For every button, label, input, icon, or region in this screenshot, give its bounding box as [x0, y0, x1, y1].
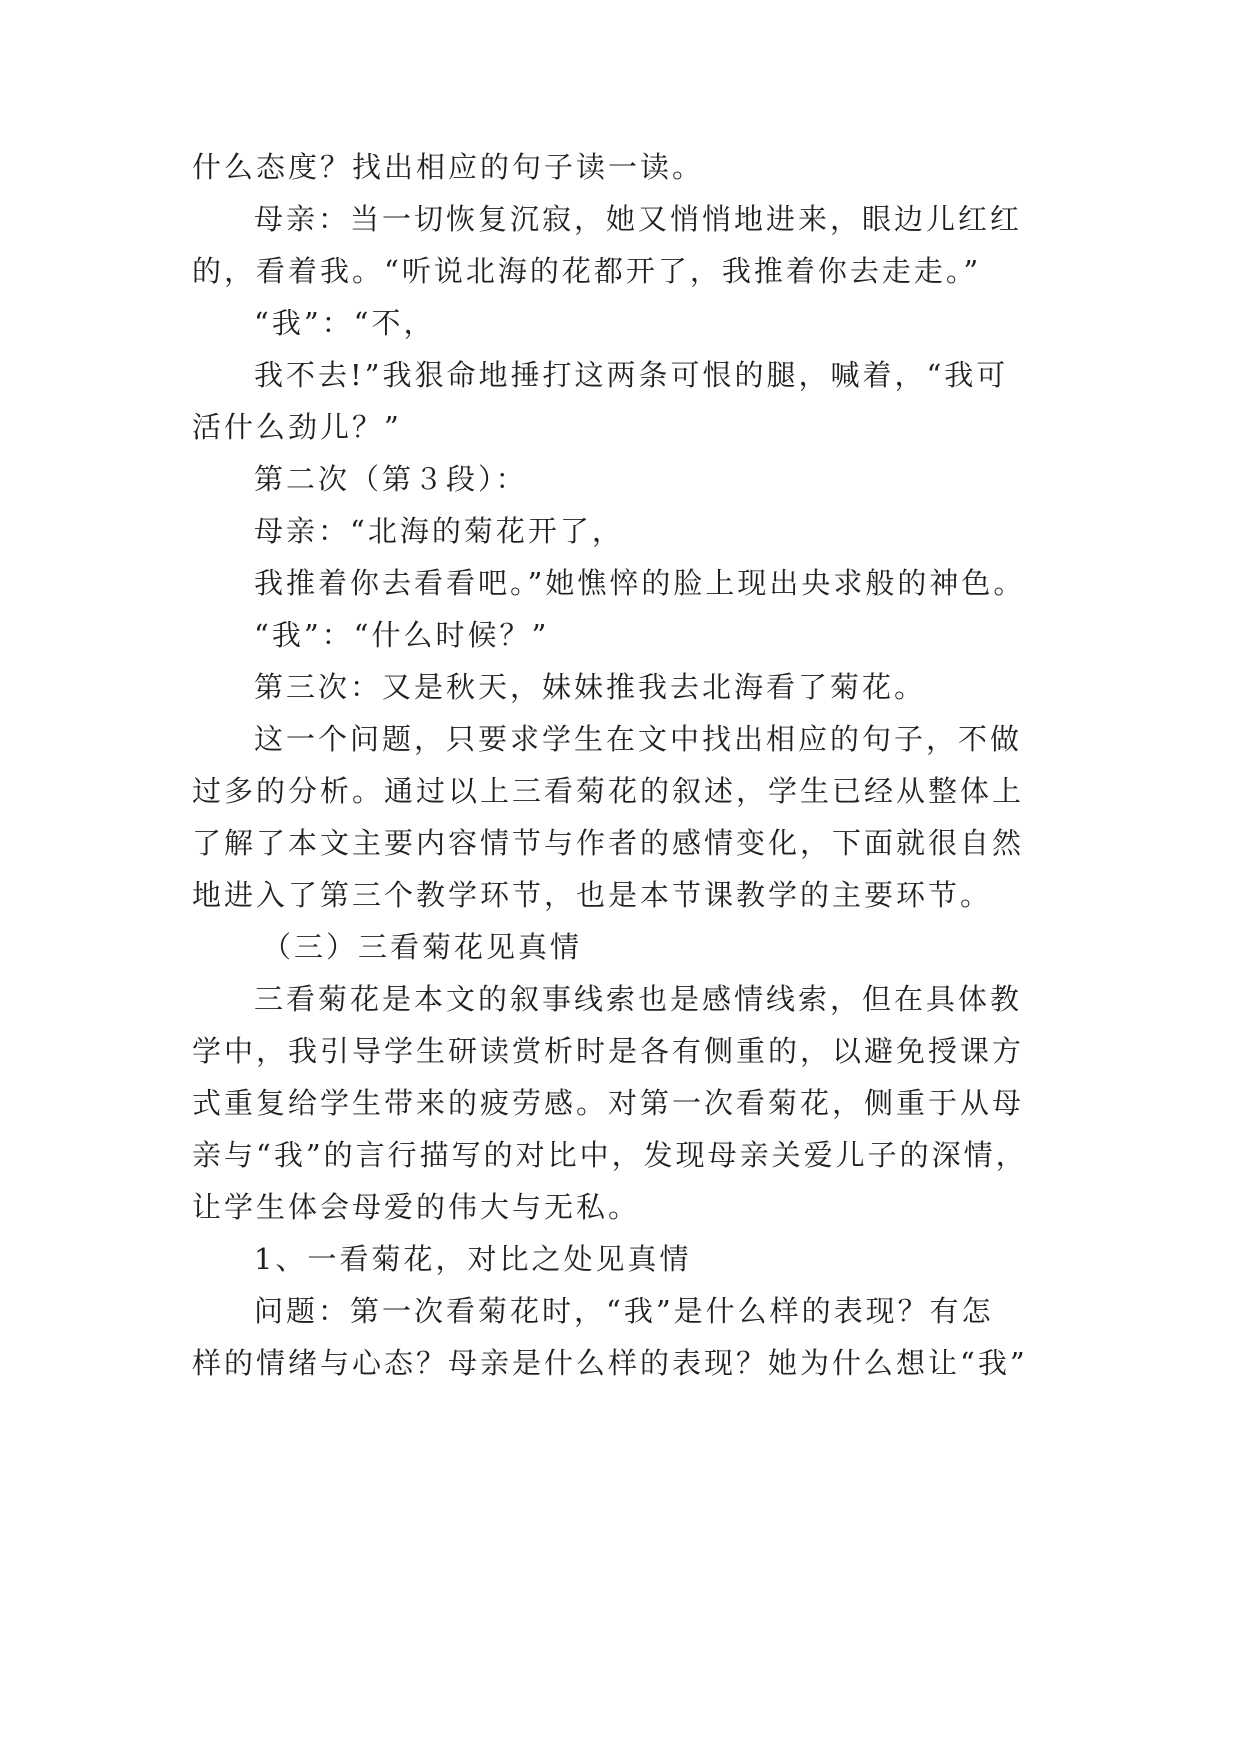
text-line: 母亲：“北海的菊花开了， [254, 514, 624, 548]
text-line: 问题：第一次看菊花时，“我”是什么样的表现？有怎 [254, 1294, 994, 1328]
text-line: 式重复给学生带来的疲劳感。对第一次看菊花，侧重于从母 [192, 1086, 1025, 1120]
text-line: 地进入了第三个教学环节，也是本节课教学的主要环节。 [192, 878, 993, 912]
text-line: 让学生体会母爱的伟大与无私。 [192, 1190, 641, 1224]
text-line: 过多的分析。通过以上三看菊花的叙述，学生已经从整体上 [192, 774, 1025, 808]
text-line: “我”：“什么时候？” [254, 618, 550, 652]
text-line: 我推着你去看看吧。”她憔悴的脸上现出央求般的神色。 [254, 566, 1026, 600]
subsection-heading: 1、一看菊花，对比之处见真情 [254, 1242, 692, 1276]
text-line: 我不去!”我狠命地捶打这两条可恨的腿，喊着，“我可 [254, 358, 1009, 392]
text-line: “我”：“不， [254, 306, 436, 340]
text-line: 的，看着我。“听说北海的花都开了，我推着你去走走。” [192, 254, 982, 288]
text-line: 什么态度？找出相应的句子读一读。 [192, 150, 705, 184]
text-line: 第三次：又是秋天，妹妹推我去北海看了菊花。 [254, 670, 927, 704]
text-line: 样的情绪与心态？母亲是什么样的表现？她为什么想让“我” [192, 1346, 1028, 1380]
section-heading: （三）三看菊花见真情 [262, 930, 583, 964]
text-line: 三看菊花是本文的叙事线索也是感情线索，但在具体教 [254, 982, 1023, 1016]
text-line: 母亲：当一切恢复沉寂，她又悄悄地进来，眼边儿红红 [254, 202, 1023, 236]
text-line: 第二次（第３段）： [254, 462, 528, 496]
text-line: 活什么劲儿？” [192, 410, 402, 444]
text-line: 这一个问题，只要求学生在文中找出相应的句子，不做 [254, 722, 1023, 756]
text-line: 学中，我引导学生研读赏析时是各有侧重的，以避免授课方 [192, 1034, 1025, 1068]
text-line: 了解了本文主要内容情节与作者的感情变化，下面就很自然 [192, 826, 1025, 860]
text-line: 亲与“我”的言行描写的对比中，发现母亲关爱儿子的深情， [192, 1138, 1028, 1172]
